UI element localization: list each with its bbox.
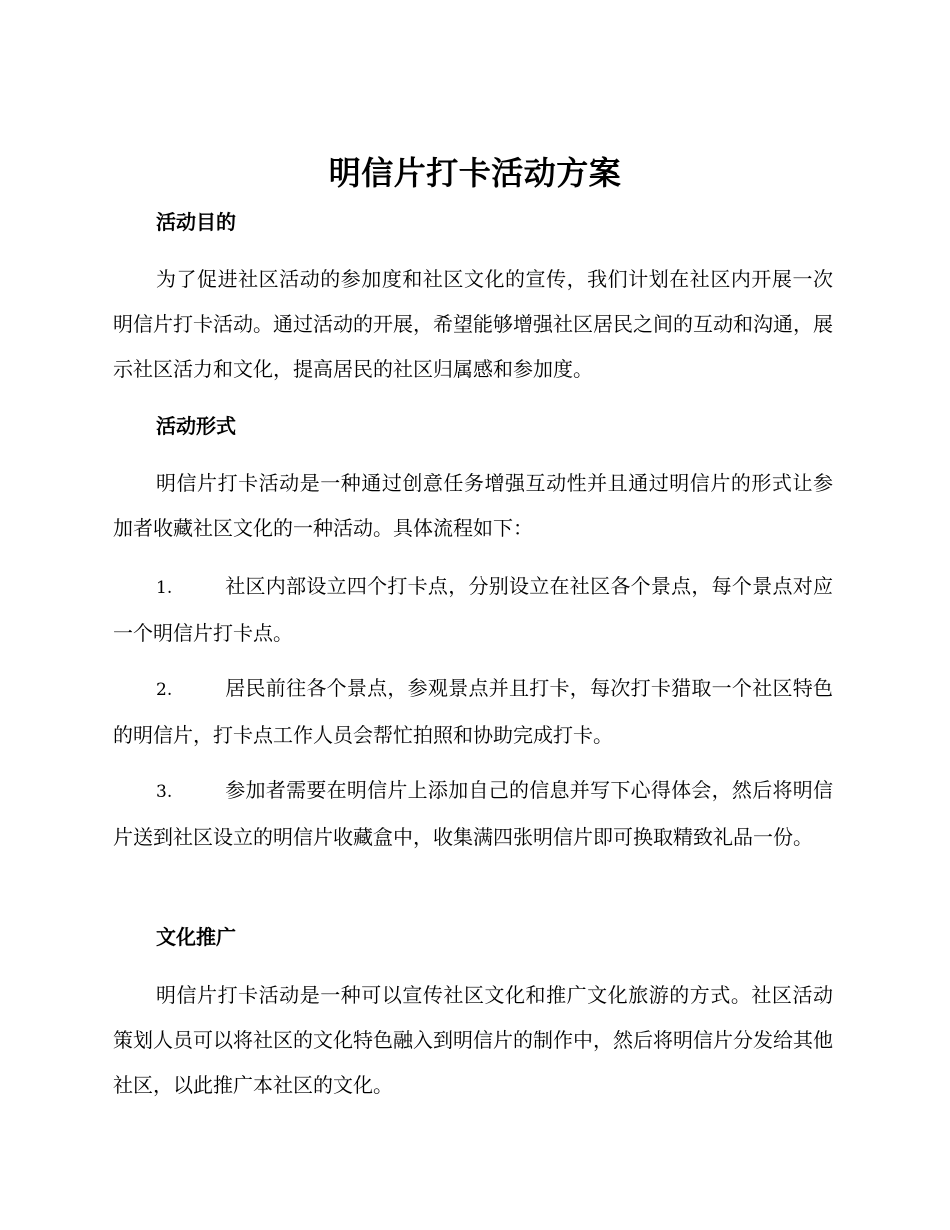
list-item-text: 居民前往各个景点，参观景点并且打卡，每次打卡猎取一个社区特色的明信片，打卡点工作人员会帮忙拍照和协助完成打卡。 <box>113 676 833 747</box>
list-item <box>113 768 833 860</box>
document-title: 明信片打卡活动方案 <box>328 154 622 192</box>
list-item-number: 3. <box>156 782 173 802</box>
section-paragraph-format: 明信片打卡活动是一种通过创意任务增强互动性并且通过明信片的形式让参加者收藏社区文化的一种活动。具体流程如下： <box>113 471 833 540</box>
section-heading-purpose: 活动目的 <box>156 210 236 234</box>
list-item <box>113 666 833 758</box>
section-heading-format: 活动形式 <box>156 414 236 438</box>
list-item-text: 参加者需要在明信片上添加自己的信息并写下心得体会，然后将明信片送到社区设立的明信片收藏盒中，收集满四张明信片即可换取精致礼品一份。 <box>113 778 833 849</box>
list-item <box>113 564 833 656</box>
list-item-text: 社区内部设立四个打卡点，分别设立在社区各个景点，每个景点对应一个明信片打卡点。 <box>113 574 833 645</box>
list-item-number: 1. <box>156 578 173 598</box>
list-item-number: 2. <box>156 680 173 700</box>
section-paragraph-culture-promotion: 明信片打卡活动是一种可以宣传社区文化和推广文化旅游的方式。社区活动策划人员可以将社区的文化特色融入到明信片的制作中，然后将明信片分发给其他社区，以此推广本社区的文化。 <box>113 983 833 1097</box>
section-paragraph-purpose: 为了促进社区活动的参加度和社区文化的宣传，我们计划在社区内开展一次明信片打卡活动。通过活动的开展，希望能够增强社区居民之间的互动和沟通，展示社区活力和文化，提高居民的社区归属感和参加度。 <box>113 267 833 381</box>
section-heading-culture-promotion: 文化推广 <box>156 925 236 949</box>
